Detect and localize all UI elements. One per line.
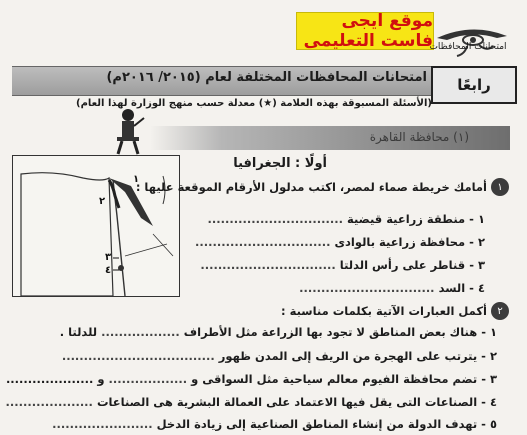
q2-item-4: ٤ - الصناعات التى يقل فيها الاعتماد على العمالة البشرية هى الصناعات .................... bbox=[5, 395, 497, 409]
answer-blank[interactable]: .................. bbox=[101, 325, 180, 339]
question-1-marker: ١ bbox=[491, 178, 509, 196]
answer-blank[interactable]: ....................... bbox=[52, 417, 153, 431]
question-2-prompt: أكمل العبارات الآتية بكلمات مناسبة : bbox=[281, 304, 487, 318]
answer-blank[interactable]: .................... bbox=[5, 395, 93, 409]
map-label-3: ٣ bbox=[105, 252, 112, 263]
map-label-1: ١ bbox=[133, 174, 140, 185]
egypt-blank-map bbox=[12, 155, 180, 297]
map-label-4: ٤ bbox=[105, 265, 112, 276]
answer-blank[interactable]: ............................... bbox=[299, 281, 435, 295]
answer-blank[interactable]: .................. bbox=[108, 372, 188, 386]
section-label: رابعًا bbox=[457, 76, 491, 94]
site-banner bbox=[296, 12, 434, 50]
answer-blank[interactable]: ............................... bbox=[195, 235, 331, 249]
question-2-marker: ٢ bbox=[491, 302, 509, 320]
section-title: أولًا : الجغرافيا bbox=[233, 156, 327, 171]
pharaoh-figure-icon bbox=[108, 106, 148, 156]
governorate-label: (١) محافظة القاهرة bbox=[369, 130, 469, 144]
page-title: امتحانات المحافظات المختلفة لعام (٢٠١٥/ ٢٠١٦م) bbox=[106, 70, 427, 85]
question-1-prompt: أمامك خريطة صماء لمصر، اكتب مدلول الأرقام الموقعة عليها : bbox=[135, 180, 487, 194]
answer-blank[interactable]: ............................... bbox=[207, 212, 343, 226]
site-banner-text: موقع ايجى فاست التعليمى bbox=[303, 11, 433, 51]
q2-item-2: ٢ - يترتب على الهجرة من الريف إلى المدن ظهور ................................... bbox=[61, 349, 497, 363]
q2-item-3: ٣ - تضم محافظة الفيوم معالم سياحية مثل السواقى و .................. و .................... bbox=[5, 372, 497, 386]
q2-item-5: ٥ - تهدف الدولة من إنشاء المناطق الصناعية إلى زيادة الدخل ....................... bbox=[52, 417, 497, 431]
map-label-2: ٢ bbox=[99, 196, 106, 207]
logo-caption: امتحانات المحافظات bbox=[429, 42, 507, 52]
header-note: (الأسئلة المسبوقة بهذه العلامة (★) معدلة حسب منهج الوزارة لهذا العام) bbox=[76, 98, 432, 109]
q1-item-4: ٤ - السد ............................... bbox=[299, 281, 485, 295]
answer-blank[interactable]: ............................... bbox=[200, 258, 336, 272]
q1-item-2: ٢ - محافظة زراعية بالوادى ............................... bbox=[195, 235, 485, 249]
answer-blank[interactable]: ................................... bbox=[61, 349, 215, 363]
section-label-box bbox=[431, 66, 517, 104]
q2-item-1: ١ - هناك بعض المناطق لا تجود بها الزراعة مثل الأطراف .................. للدلتا . bbox=[59, 325, 497, 339]
q1-item-3: ٣ - قناطر على رأس الدلتا ............................... bbox=[200, 258, 485, 272]
q1-item-1: ١ - منطقة زراعية قيضية ............................... bbox=[207, 212, 485, 226]
